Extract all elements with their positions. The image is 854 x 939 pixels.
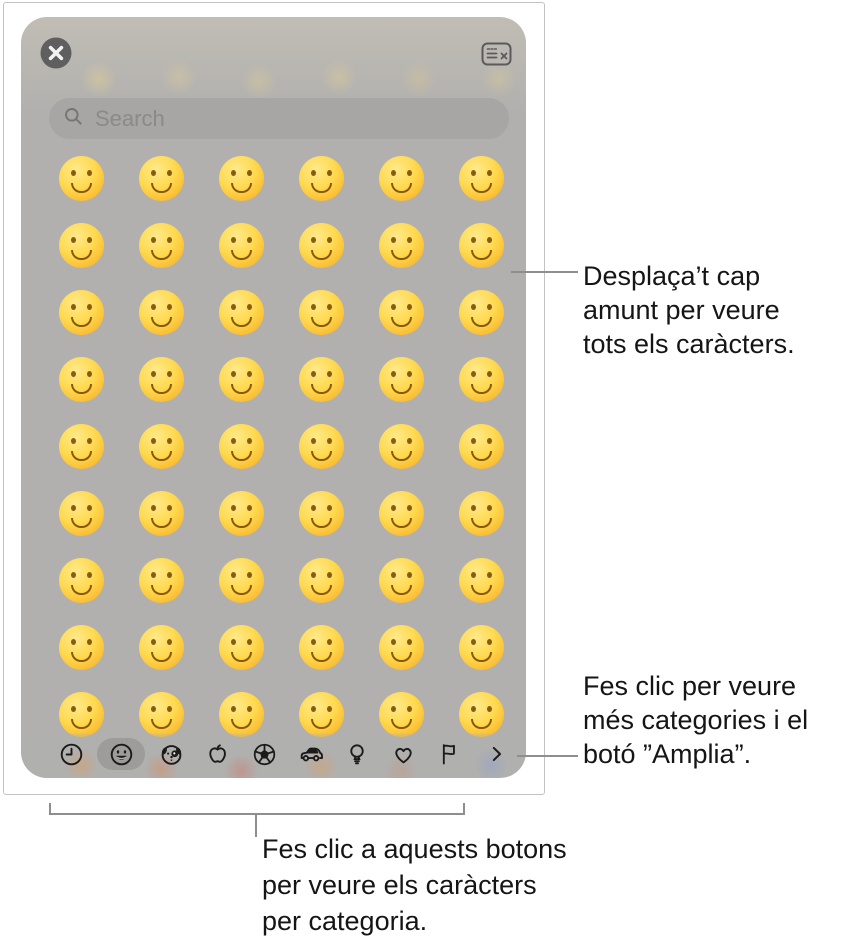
emoji-cell[interactable] — [201, 279, 281, 346]
chevron-right-icon — [485, 743, 507, 765]
category-animals-button[interactable] — [152, 738, 192, 770]
emoji-cell[interactable] — [121, 346, 201, 413]
emoji-glyph — [452, 223, 509, 269]
emoji-cell[interactable] — [281, 547, 361, 614]
emoji-glyph — [132, 357, 189, 403]
category-smileys-button[interactable] — [97, 738, 145, 770]
emoji-glyph — [452, 491, 509, 537]
callout-line: més categories i el — [583, 705, 809, 735]
callout-line-scroll-up — [511, 271, 578, 273]
emoji-cell[interactable] — [361, 614, 441, 681]
emoji-glyph — [292, 625, 349, 671]
emoji-cell[interactable] — [201, 614, 281, 681]
callout-line: tots els caràcters. — [583, 329, 795, 359]
emoji-glyph — [212, 357, 269, 403]
emoji-glyph — [292, 156, 349, 202]
heart-icon — [390, 741, 417, 768]
emoji-cell[interactable] — [41, 413, 121, 480]
callout-line-more-categories — [517, 755, 578, 757]
emoji-glyph — [212, 290, 269, 336]
callout-line: per categoria. — [262, 906, 428, 936]
emoji-glyph — [292, 223, 349, 269]
emoji-glyph — [372, 357, 429, 403]
emoji-glyph — [452, 357, 509, 403]
emoji-cell[interactable] — [121, 614, 201, 681]
callout-line: amunt per veure — [583, 295, 780, 325]
emoji-glyph — [212, 692, 269, 738]
emoji-glyph — [292, 357, 349, 403]
close-icon — [40, 57, 72, 72]
emoji-cell[interactable] — [201, 547, 281, 614]
emoji-cell[interactable] — [361, 212, 441, 279]
emoji-glyph — [132, 223, 189, 269]
callout-line: per veure els caràcters — [262, 870, 537, 900]
emoji-glyph — [212, 558, 269, 604]
soccer-ball-icon — [251, 741, 278, 768]
emoji-glyph — [52, 290, 109, 336]
emoji-glyph — [452, 558, 509, 604]
emoji-glyph — [132, 290, 189, 336]
callout-more-categories-text — [583, 669, 808, 771]
callout-line: Desplaça’t cap — [583, 261, 761, 291]
emoji-glyph — [52, 156, 109, 202]
emoji-glyph — [292, 424, 349, 470]
callout-scroll-up-text — [583, 259, 795, 361]
emoji-glyph — [132, 156, 189, 202]
emoji-glyph — [452, 424, 509, 470]
emoji-grid — [41, 145, 522, 748]
emoji-cell[interactable] — [441, 614, 521, 681]
flag-icon — [437, 741, 463, 767]
emoji-glyph — [132, 625, 189, 671]
callout-category-buttons-text — [262, 831, 567, 939]
emoji-glyph — [372, 491, 429, 537]
apple-icon — [204, 741, 231, 768]
emoji-cell[interactable] — [41, 279, 121, 346]
car-icon — [297, 740, 325, 768]
emoji-glyph — [212, 491, 269, 537]
emoji-glyph — [52, 692, 109, 738]
emoji-cell[interactable] — [41, 480, 121, 547]
emoji-glyph — [292, 290, 349, 336]
emoji-cell[interactable] — [281, 346, 361, 413]
emoji-glyph — [452, 625, 509, 671]
category-objects-button[interactable] — [337, 738, 377, 770]
emoji-glyph — [372, 156, 429, 202]
emoji-glyph — [372, 223, 429, 269]
emoji-glyph — [52, 357, 109, 403]
search-icon — [63, 106, 93, 132]
character-viewer-expand-icon — [480, 56, 513, 71]
search-field[interactable] — [49, 98, 509, 139]
emoji-glyph — [212, 625, 269, 671]
emoji-cell[interactable] — [121, 413, 201, 480]
emoji-cell[interactable] — [361, 279, 441, 346]
search-input[interactable] — [93, 105, 495, 133]
callout-line: Fes clic per veure — [583, 671, 797, 701]
category-flags-button[interactable] — [430, 738, 470, 770]
emoji-glyph — [372, 290, 429, 336]
dog-icon — [158, 741, 185, 768]
emoji-cell[interactable] — [281, 614, 361, 681]
emoji-cell[interactable] — [281, 480, 361, 547]
emoji-cell[interactable] — [201, 346, 281, 413]
category-symbols-button[interactable] — [383, 738, 423, 770]
emoji-glyph — [52, 558, 109, 604]
emoji-glyph — [292, 491, 349, 537]
character-viewer-window — [3, 2, 545, 795]
emoji-glyph — [452, 692, 509, 738]
emoji-cell[interactable] — [361, 480, 441, 547]
emoji-glyph — [52, 223, 109, 269]
emoji-cell[interactable] — [281, 212, 361, 279]
lightbulb-icon — [344, 741, 370, 767]
more-categories-button[interactable] — [476, 738, 516, 770]
emoji-cell[interactable] — [41, 346, 121, 413]
emoji-cell[interactable] — [361, 413, 441, 480]
emoji-glyph — [52, 424, 109, 470]
emoji-glyph — [372, 424, 429, 470]
emoji-glyph — [132, 692, 189, 738]
close-button[interactable] — [40, 37, 72, 69]
emoji-cell[interactable] — [441, 145, 521, 212]
category-travel-button[interactable] — [291, 738, 331, 770]
emoji-cell[interactable] — [121, 480, 201, 547]
emoji-cell[interactable] — [281, 145, 361, 212]
emoji-cell[interactable] — [361, 547, 441, 614]
category-food-button[interactable] — [198, 738, 238, 770]
emoji-glyph — [292, 692, 349, 738]
character-viewer-expand-button[interactable] — [480, 40, 513, 68]
callout-line: Fes clic a aquests botons — [262, 834, 567, 864]
emoji-glyph — [452, 156, 509, 202]
emoji-glyph — [452, 290, 509, 336]
emoji-cell[interactable] — [441, 279, 521, 346]
category-activity-button[interactable] — [244, 738, 284, 770]
emoji-glyph — [292, 558, 349, 604]
emoji-cell[interactable] — [441, 480, 521, 547]
emoji-cell[interactable] — [201, 413, 281, 480]
emoji-cell[interactable] — [441, 346, 521, 413]
emoji-cell[interactable] — [121, 145, 201, 212]
emoji-glyph — [212, 424, 269, 470]
emoji-glyph — [212, 223, 269, 269]
emoji-cell[interactable] — [201, 212, 281, 279]
emoji-cell[interactable] — [441, 212, 521, 279]
emoji-cell[interactable] — [41, 145, 121, 212]
emoji-glyph — [132, 424, 189, 470]
emoji-cell[interactable] — [41, 547, 121, 614]
clock-icon — [58, 741, 85, 768]
emoji-cell[interactable] — [121, 547, 201, 614]
emoji-glyph — [52, 491, 109, 537]
emoji-cell[interactable] — [281, 413, 361, 480]
emoji-cell[interactable] — [41, 212, 121, 279]
emoji-cell[interactable] — [361, 346, 441, 413]
emoji-glyph — [132, 558, 189, 604]
emoji-glyph — [52, 625, 109, 671]
emoji-cell[interactable] — [441, 547, 521, 614]
emoji-glyph — [132, 491, 189, 537]
emoji-cell[interactable] — [41, 614, 121, 681]
emoji-glyph — [372, 692, 429, 738]
emoji-glyph — [212, 156, 269, 202]
emoji-glyph — [372, 625, 429, 671]
smiley-icon — [108, 741, 135, 768]
callout-line: botó ”Amplia”. — [583, 739, 752, 769]
category-recents-button[interactable] — [51, 738, 91, 770]
emoji-popover-panel — [21, 17, 526, 778]
emoji-cell[interactable] — [121, 279, 201, 346]
category-bar — [21, 734, 526, 778]
emoji-cell[interactable] — [201, 480, 281, 547]
emoji-cell[interactable] — [361, 145, 441, 212]
emoji-glyph — [372, 558, 429, 604]
emoji-cell[interactable] — [201, 145, 281, 212]
emoji-cell[interactable] — [441, 413, 521, 480]
emoji-cell[interactable] — [121, 212, 201, 279]
emoji-cell[interactable] — [281, 279, 361, 346]
